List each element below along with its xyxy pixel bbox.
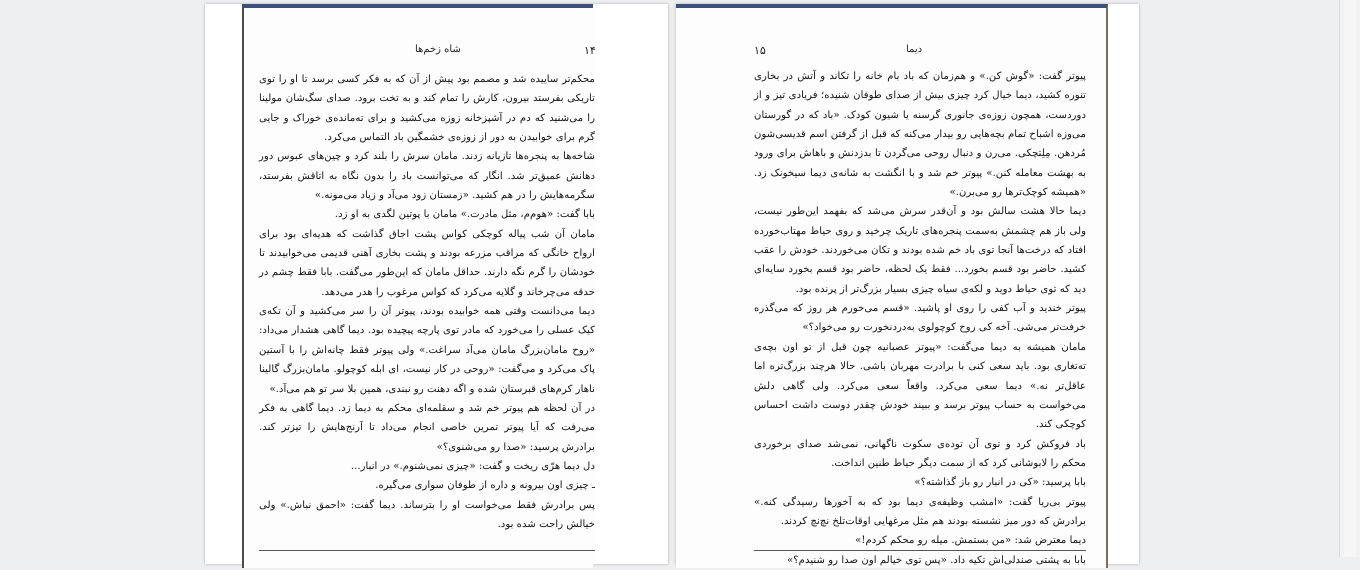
paragraph: دیما می‌دانست وقتی همه خوابیده بودند، پیوتر آن را سر می‌کشید و آن تکه‌ی کیک عسلی را می‌خورد که مادر توی پارچه پیچیده بود. دیما گاهی هشدار می‌داد: «روح مامان‌بزرگ مامان می‌آد سراغت.» ولی پیوتر فقط چانه‌اش را با آستین پاک می‌کرد و می‌گفت: «روحی در کار نیست، ای ابله کوچولو. مامان‌بزرگ گالینا ناهار کرم‌های قبرستان شده و اگه دهنت رو نبندی، همین بلا سر تو هم می‌آد.» [259, 306, 595, 395]
vertical-scrollbar[interactable] [1339, 0, 1360, 557]
left-page-body [259, 70, 595, 534]
paragraph: دیما حالا هشت سالش بود و آن‌قدر سرش می‌شد که بفهمد این‌طور نیست، ولی باز هم چشمش به‌سمت پنجره‌های تاریک چرخید و روی حیاط مهتاب‌خورده افتاد که درخت‌ها آنجا توی باد خم شده بودند و تکان می‌خوردند. خودش را عقب کشید. حاضر بود قسم بخورد... فقط یک لحظه، حاضر بود قسم بخورد سایه‌ای دید که توی حیاط دوید و لکه‌ی سیاه چیزی بسیار بزرگ‌تر از پرنده بود. [754, 206, 1086, 295]
paragraph: ـ چیزی اون بیرونه و داره از طوفان سواری می‌گیره. [375, 480, 595, 492]
paragraph: مامان آن شب پیاله کوچکی کواس پشت اجاق گذاشت که هدیه‌ای بود برای ارواح خانگی که مراقب مزرعه بودند و پشت بخاری آهنی قدیمی می‌خوابیدند تا خودشان را گرم نگه دارند. حداقل مامان که این‌طور می‌گفت. بابا فقط چشم در حدقه می‌چرخاند و گلایه می‌کرد که کواس مرغوب را هدر می‌دهد. [259, 228, 595, 298]
paragraph: پیوتر بی‌ریا گفت: «امشب وظیفه‌ی دیما بود که به آخورها رسیدگی کنه.» برادرش که دور میز نشسته بودند هم مثل مرغهایی اوقات‌تلخ نچ‌نچ کردند. [754, 496, 1086, 527]
paragraph: محکم‌تر ساییده شد و مصمم بود پیش از آن که به فکر کسی برسد تا او را توی تاریکی بفرستد بیرون، کارش را تمام کند و به تخت برود. صدای سگ‌شان مولینا را می‌شنید که دم در آشپزخانه زوزه می‌کشید و برای ته‌مانده‌ی خوراک و جایی گرم برای خوابیدن به دور از زوزه‌ی خشمگین باد التماس می‌کرد. [259, 74, 595, 144]
paragraph: پیوتر خندید و آب کفی را روی او پاشید. «قسم می‌خورم هر روز که می‌گذره خرفت‌تر می‌شی. آخه کی روح کوچولوی به‌دردنخورت رو می‌خواد؟» [754, 303, 1086, 334]
left-page-sheet [205, 4, 668, 564]
paragraph: دیما معترض شد: «من بستمش. میله رو محکم کردم!» [855, 535, 1086, 547]
paragraph: بابا پرسید: «کی در انبار رو باز گذاشته؟» [914, 477, 1086, 489]
paragraph: بابا گفت: «هوم‌م، مثل مادرت.» مامان با پوتین لگدی به او زد. [334, 209, 595, 221]
right-page-number: ۱۵ [754, 44, 766, 57]
paragraph: بابا به پشتی صندلی‌اش تکیه داد. «پس توی خیالم اون صدا رو شنیدم؟» [787, 554, 1086, 566]
paragraph: شاخه‌ها به پنجره‌ها تازیانه زدند. مامان سرش را بلند کرد و چین‌های عبوس دور دهانش عمیق‌تر شد. انگار که می‌توانست باد را بدون نگاه به اتاقش بفرستد، سگرمه‌هایش را در هم کشید. «زمستان زود می‌آد و زیاد می‌مونه.» [259, 151, 595, 202]
paragraph: مامان همیشه به دیما می‌گفت: «پیوتر عصبانیه چون قبل از تو اون بچه‌ی ته‌تغاری بود. باید سعی کنی با برادرت مهربان باشی. حالا هرچند بزرگ‌تره اما عاقل‌تر نه.» دیما سعی می‌کرد. واقعاً سعی می‌کرد. ولی گاهی دلش می‌خواست به حساب پیوتر برسد و ببیند خودش چقدر دوست داشت احساس کوچکی کند. [754, 341, 1086, 431]
right-page-body [754, 67, 1086, 570]
left-bottom-rule [259, 550, 595, 551]
right-page-sheet [676, 4, 1139, 564]
right-running-title: دیما [906, 44, 923, 55]
paragraph: در آن لحظه هم پیوتر خم شد و سقلمه‌ای محکم به دیما زد. دیما گاهی به فکر می‌رفت که آیا پیوتر تمرین خاصی انجام می‌داد تا آرنج‌هایش را تیزتر کند. برادرش پرسید: «صدا رو می‌شنوی؟» [259, 402, 595, 453]
paragraph: پس برادرش فقط می‌خواست او را بترساند. دیما گفت: «احمق نباش.» ولی خیالش راحت شده بود. [259, 499, 595, 530]
left-running-title: شاه زخم‌ها [415, 44, 461, 55]
paragraph: دل دیما هرّی ریخت و گفت: «چیزی نمی‌شنوم.» در انبار... [350, 460, 595, 472]
scrollbar-thumb[interactable] [1344, 0, 1356, 557]
right-bottom-rule [754, 550, 1086, 551]
paragraph: پیوتر گفت: «گوش کن.» و هم‌زمان که باد بام خانه را تکاند و آتش در بخاری تنوره کشید، دیما خیال کرد چیزی بیش از صدای طوفان شنیده؛ فریادی تیز و از دوردست، همچون زوزه‌ی جانوری گرسنه یا شیون کودک. «باد که در گورستان می‌وزه اشباح تمام بچه‌هایی رو بیدار می‌کنه که قبل از گرفتن اسم قدیسی‌شون مُردهن. مِلِتچکی. می‌رن و دنبال روحی می‌گردن تا بدزدنش و باهاش برای ورود به بهشت معامله کنن.» پیوتر خم شد و با انگشت به شانه‌ی دیما سیخونک زد. «همیشه کوچک‌ترها رو می‌برن.» [754, 71, 1086, 199]
paragraph: باد فروکش کرد و توی آن توده‌ی سکوت ناگهانی، نمی‌شد صدای برخوردی محکم را لابوشانی کرد که از سمت دیگر حیاط طنین انداخت. [754, 438, 1086, 469]
left-page-number: ۱۴ [584, 44, 596, 57]
